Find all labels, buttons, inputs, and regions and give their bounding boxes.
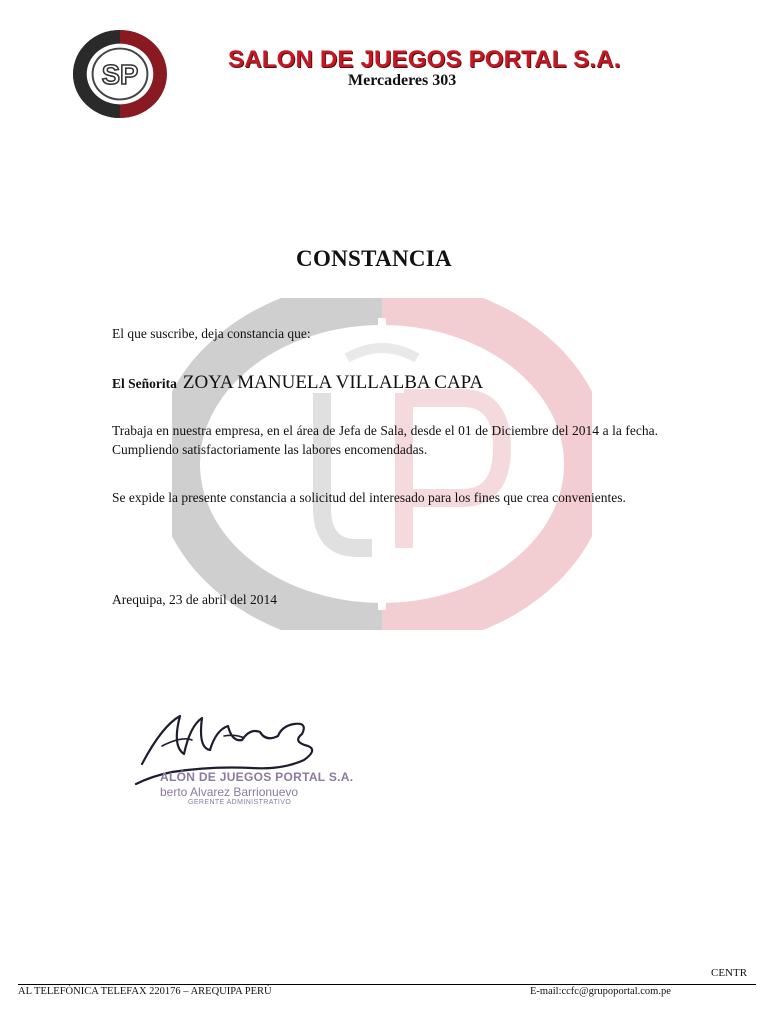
employment-paragraph: Trabaja en nuestra empresa, en el área de Jefa de Sala, desde el 01 de Diciembre del 2014 a la fecha. Cumpliendo satisfactoriamente las labores encomendadas. bbox=[112, 423, 658, 457]
stamp-signer: berto Alvarez Barrionuevo bbox=[160, 785, 299, 799]
company-name: SALON DE JUEGOS PORTAL S.A. bbox=[228, 46, 621, 73]
svg-text:SP: SP bbox=[101, 58, 139, 90]
company-logo-icon bbox=[71, 28, 169, 120]
salutation: El Señorita bbox=[112, 376, 177, 391]
company-stamp bbox=[160, 770, 360, 806]
footer-divider bbox=[18, 984, 756, 985]
person-line bbox=[112, 372, 483, 394]
footer-phone: AL TELEFÓNICA TELEFAX 220176 – AREQUIPA PERÚ bbox=[18, 986, 272, 997]
document-title: CONSTANCIA bbox=[296, 246, 452, 271]
person-name: ZOYA MANUELA VILLALBA CAPA bbox=[182, 372, 484, 393]
stamp-role: GERENTE ADMINISTRATIVO bbox=[188, 799, 292, 806]
purpose-paragraph: Se expide la presente constancia a solicitud del interesado para los fines que crea convenientes. bbox=[112, 490, 626, 505]
watermark-logo-icon bbox=[172, 298, 592, 630]
footer-corner-text: CENTR bbox=[711, 967, 748, 979]
stamp-company: ALÓN DE JUEGOS PORTAL S.A. bbox=[160, 770, 354, 784]
place-date: Arequipa, 23 de abril del 2014 bbox=[112, 592, 277, 607]
intro-text: El que suscribe, deja constancia que: bbox=[112, 326, 311, 341]
company-address: Mercaderes 303 bbox=[348, 72, 457, 89]
footer-email: E-mail:ccfc@grupoportal.com.pe bbox=[530, 986, 671, 997]
